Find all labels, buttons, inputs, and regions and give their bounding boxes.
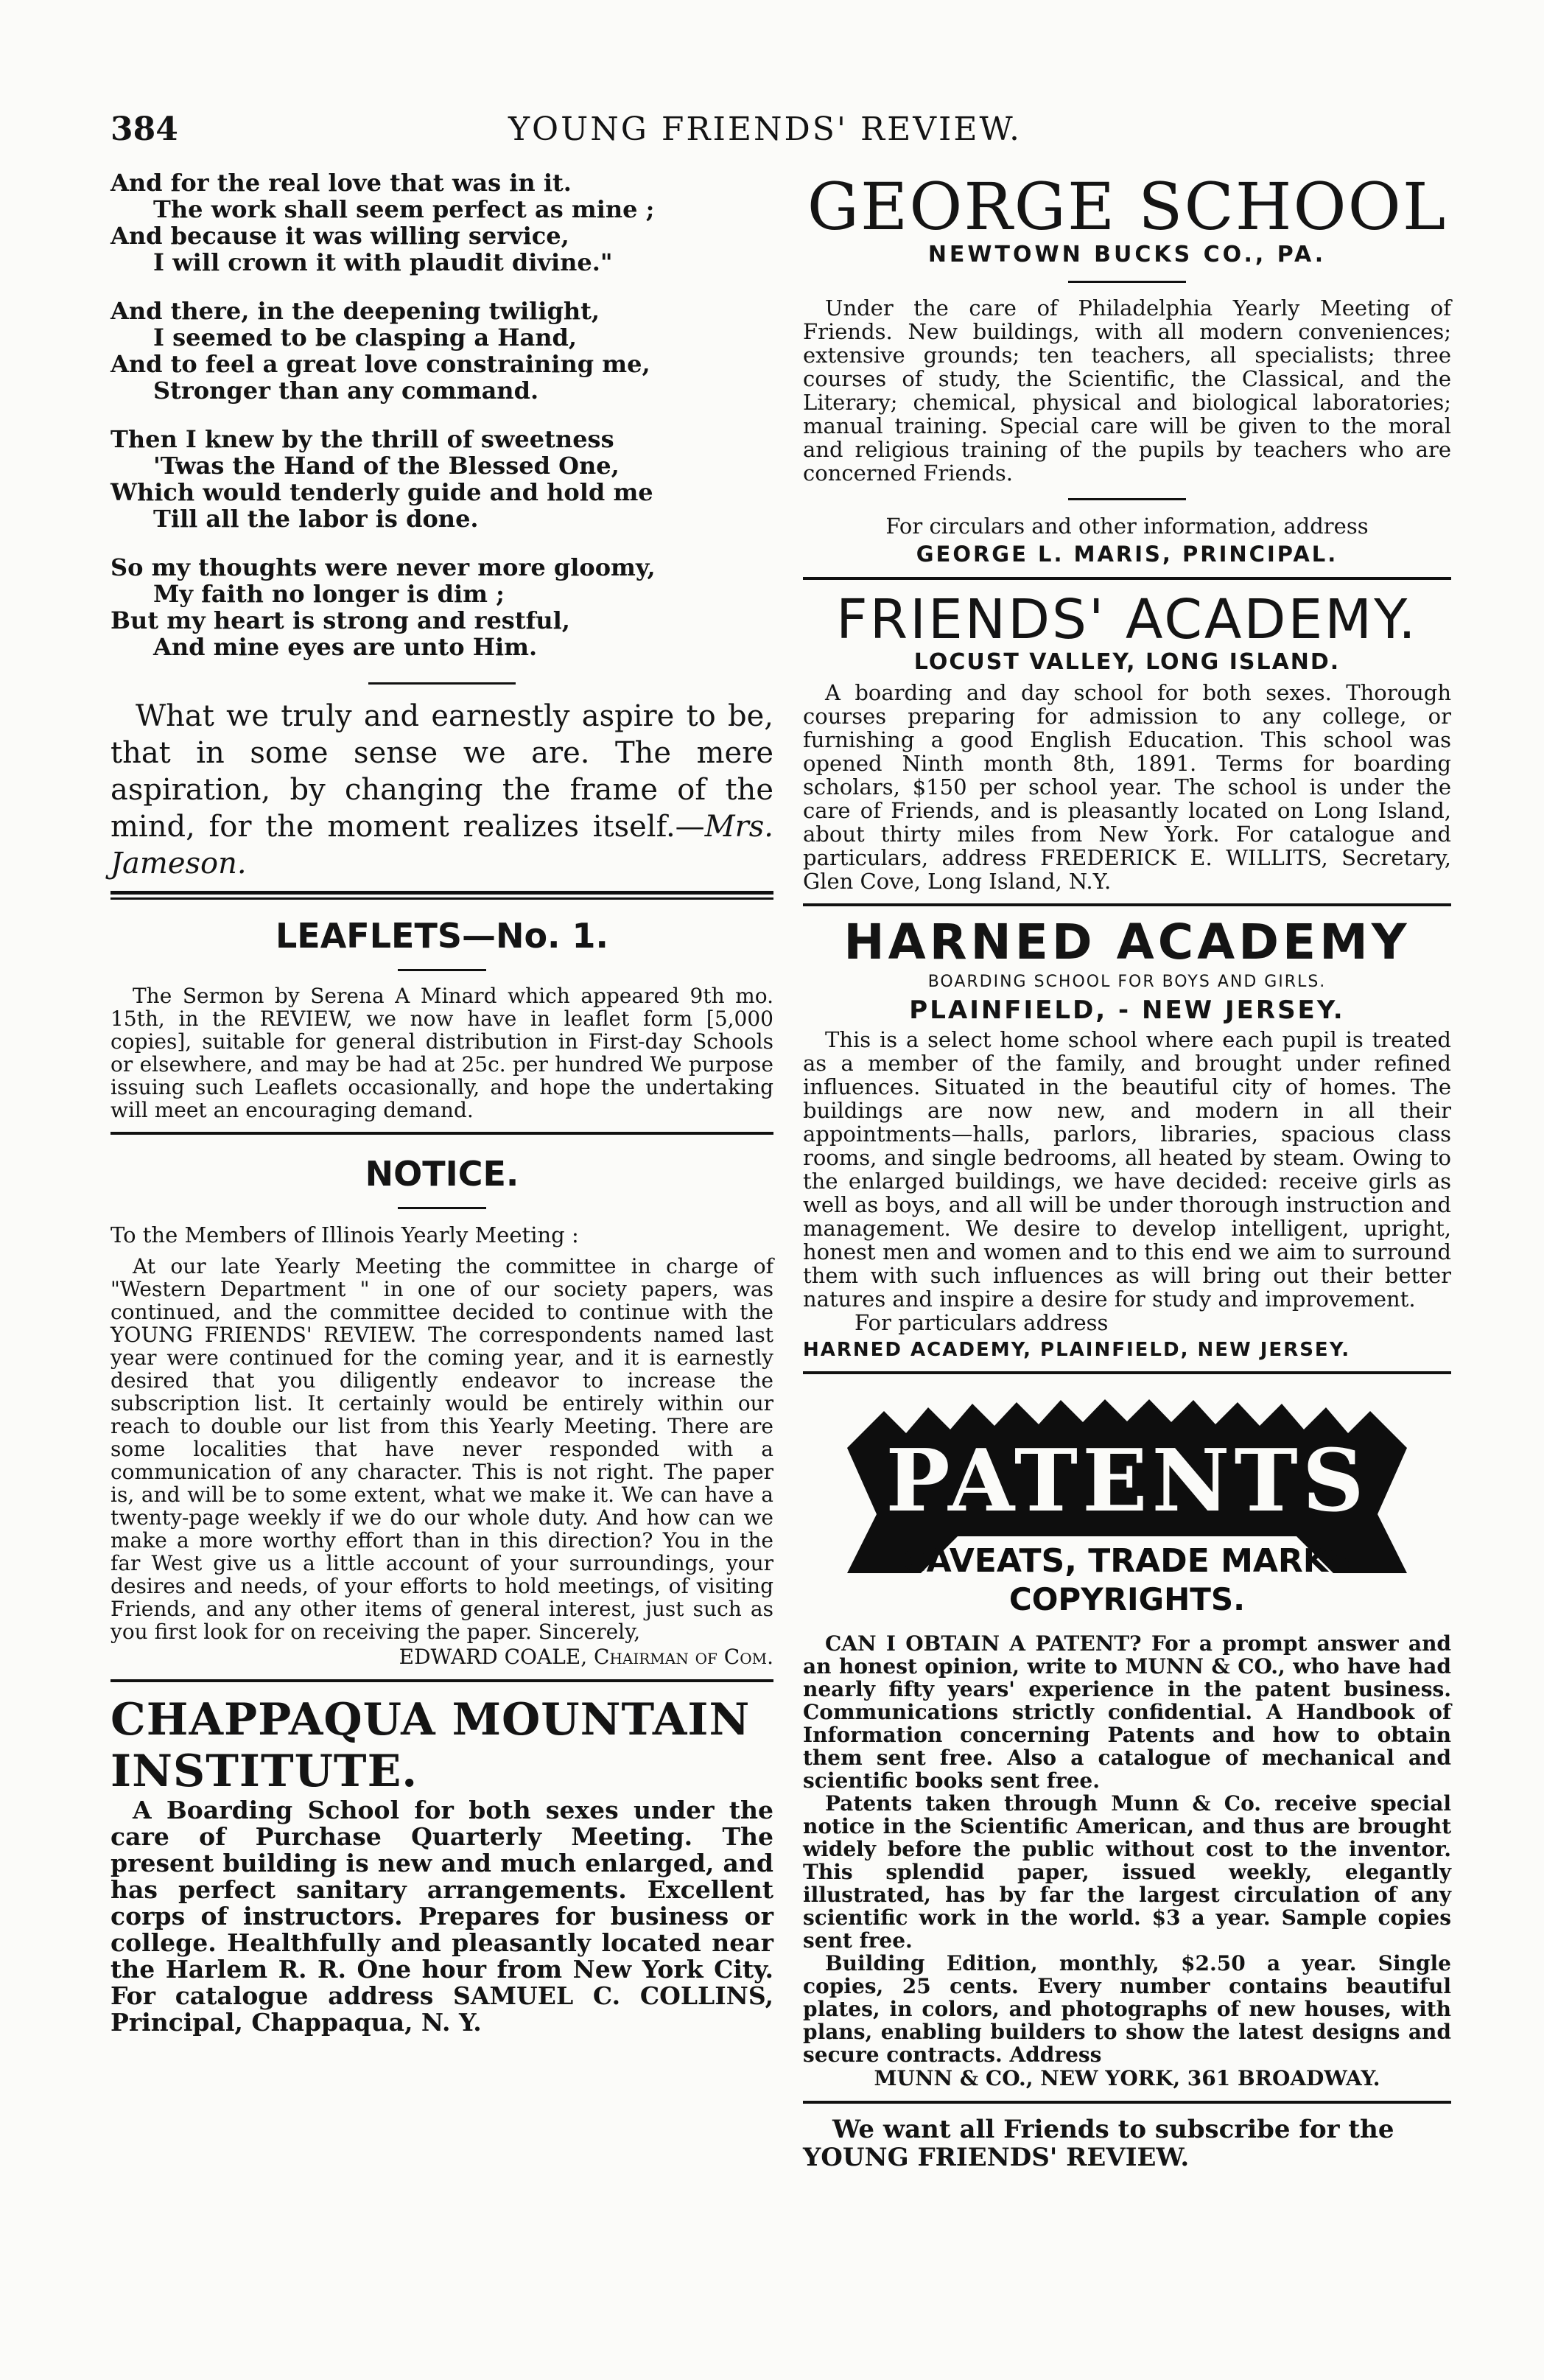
divider	[110, 1132, 773, 1135]
divider	[398, 969, 486, 971]
poem-stanza	[110, 169, 773, 276]
patents-banner-graphic	[818, 1389, 1436, 1632]
george-school-principal: GEORGE L. MARIS, PRINCIPAL.	[916, 542, 1338, 567]
george-school-circulars: For circulars and other information, address	[885, 514, 1369, 539]
poem-line: But my heart is strong and restful,	[110, 606, 570, 634]
divider	[368, 682, 516, 685]
poem-line: I seemed to be clasping a Hand,	[153, 323, 578, 351]
poem-line: And mine eyes are unto Him.	[153, 633, 538, 661]
poem-line: Which would tenderly guide and hold me	[110, 478, 653, 506]
leaflets-heading: LEAFLETS—No. 1.	[275, 916, 609, 956]
poem-line: The work shall seem perfect as mine ;	[153, 195, 655, 223]
divider	[110, 1679, 773, 1682]
patents-body: Patents taken through Munn & Co. receive special notice in the Scientific American, and thus are brought widely before the public without cost to the inventor. This splendid paper, issued weekly, elegantly illustrated, has by far the largest circulation of any scientific work in the world. $3 a year. Sample copies sent free.	[803, 1791, 1451, 1953]
subscribe-notice: We want all Friends to subscribe for the YOUNG FRIENDS' REVIEW.	[803, 2115, 1394, 2172]
leaflets-body: The Sermon by Serena A Minard which appeared 9th mo. 15th, in the REVIEW, we now have in leaflet form [5,000 copies], suitable for general distribution in First-day Schools or elsewhere, and may be had at 25c. per hundred We purpose issuing such Leaflets occasionally, and hope the undertaking will meet an encouraging demand.	[110, 984, 773, 1122]
george-school-body: Under the care of Philadelphia Yearly Meeting of Friends. New buildings, with all modern conveniences; extensive grounds; ten teachers, all specialists; three courses of study, the Scientific, the Classical, and the Literary; chemical, physical and biological laboratories; manual training. Special care will be given to the moral and religious training of the pupils by teachers who are concerned Friends.	[803, 295, 1451, 486]
notice-body: At our late Yearly Meeting the committee in charge of "Western Department " in one of our society papers, was continued, and the committee decided to continue with the YOUNG FRIENDS' REVIEW. The correspondents named last year were continued for the coming year, and it is earnestly desired that you diligently endeavor to increase the subscription list. It certainly would be entirely within our reach to double our list from this Yearly Meeting. There are some localities that have never responded with a communication of any character. This is not right. The paper is, and will be to some extent, what we make it. We can have a twenty-page weekly if we do our whole duty. And how can we make a more worthy effort than in this direction? You in the far West give us a little account of your surroundings, your desires and needs, of your efforts to hold meetings, of visiting Friends, and any other items of general interest, just such as you first look for on receiving the paper. Sincerely,	[110, 1254, 773, 1644]
patents-banner-subtitle: CAVEATS, TRADE MARKS	[902, 1542, 1352, 1580]
quote-text: What we truly and earnestly aspire to be, that in some sense we are. The mere aspiration, by changing the frame of the mind, for the moment realizes itself.—	[110, 699, 773, 844]
patents-banner-copyrights: COPYRIGHTS.	[1008, 1581, 1246, 1617]
friends-academy-body: A boarding and day school for both sexes. Thorough courses preparing for admission to any college, or furnishing a good English Education. This school was opened Ninth month 8th, 1891. Terms for boarding scholars, $150 per school year. The school is under the care of Friends, and is pleasantly located on Long Island, about thirty miles from New York. For catalogue and particulars, address FREDERICK E. WILLITS, Secretary, Glen Cove, Long Island, N.Y.	[803, 680, 1451, 894]
divider	[398, 1207, 486, 1209]
george-school-heading: GEORGE SCHOOL	[807, 169, 1448, 245]
friends-academy-location: LOCUST VALLEY, LONG ISLAND.	[913, 649, 1341, 675]
poem-stanza	[110, 298, 773, 404]
notice-heading: NOTICE.	[365, 1154, 519, 1194]
harned-subheading: BOARDING SCHOOL FOR BOYS AND GIRLS.	[927, 973, 1327, 991]
quote-author: Mrs. Jameson.	[110, 810, 773, 881]
quote	[110, 698, 773, 882]
poem-line: So my thoughts were never more gloomy,	[110, 553, 656, 581]
divider	[803, 1371, 1451, 1374]
divider	[803, 577, 1451, 580]
harned-footer: HARNED ACADEMY, PLAINFIELD, NEW JERSEY.	[803, 1339, 1351, 1361]
poem-line: Till all the labor is done.	[153, 505, 479, 533]
patents-body: CAN I OBTAIN A PATENT? For a prompt answer and an honest opinion, write to MUNN & CO., who have had nearly fifty years' experience in the patent business. Communications strictly confidential. A Handbook of Information concerning Patents and how to obtain them sent free. Also a catalogue of mechanical and scientific books sent free.	[803, 1631, 1451, 1793]
left-column	[110, 169, 773, 2036]
page-number: 384	[110, 111, 178, 148]
divider	[1068, 281, 1186, 283]
harned-place: PLAINFIELD, - NEW JERSEY.	[909, 995, 1345, 1025]
divider-double	[110, 891, 773, 900]
poem	[110, 169, 773, 660]
patents-address: MUNN & CO., NEW YORK, 361 BROADWAY.	[874, 2066, 1380, 2090]
right-column	[803, 169, 1451, 2171]
running-head: YOUNG FRIENDS' REVIEW.	[508, 111, 1022, 148]
chappaqua-body: A Boarding School for both sexes under the care of Purchase Quarterly Meeting. The present building is new and much enlarged, and has perfect sanitary arrangements. Excellent corps of instructors. Prepares for business or college. Healthfully and pleasantly located near the Harlem R. R. One hour from New York City. For catalogue address SAMUEL C. COLLINS, Principal, Chappaqua, N. Y.	[110, 1796, 773, 2037]
friends-academy-heading: FRIENDS' ACADEMY.	[836, 588, 1418, 651]
poem-line: 'Twas the Hand of the Blessed One,	[153, 452, 620, 480]
patents-banner-title: PATENTS	[885, 1431, 1369, 1531]
poem-stanza	[110, 554, 773, 660]
george-school-location: NEWTOWN BUCKS CO., PA.	[927, 242, 1327, 267]
harned-heading: HARNED ACADEMY	[843, 914, 1411, 970]
poem-line: And there, in the deepening twilight,	[110, 297, 600, 325]
notice-signature: EDWARD COALE, Chairman of Com.	[399, 1645, 773, 1669]
poem-line: My faith no longer is dim ;	[153, 580, 505, 608]
poem-line: I will crown it with plaudit divine."	[153, 248, 613, 276]
poem-stanza	[110, 426, 773, 532]
poem-line: And because it was willing service,	[110, 222, 569, 250]
divider	[803, 2101, 1451, 2104]
chappaqua-heading: CHAPPAQUA MOUNTAIN INSTITUTE.	[110, 1694, 751, 1797]
notice-salutation: To the Members of Illinois Yearly Meeting :	[110, 1222, 579, 1247]
divider	[1068, 498, 1186, 500]
harned-body: This is a select home school where each pupil is treated as a member of the family, and brought under refined influences. Situated in the beautiful city of homes. The buildings are now new, and modern in all their appointments—halls, parlors, libraries, spacious class rooms, and single bedrooms, all heated by steam. Owing to the enlarged buildings, we have decided: receive girls as well as boys, and all will be under thorough instruction and management. We desire to develop intelligent, upright, honest men and women and to this end we aim to surround them with such influences as will bring out their better natures and inspire a desire for study and improvement.	[803, 1027, 1451, 1312]
poem-line: Stronger than any command.	[153, 377, 539, 405]
poem-line: Then I knew by the thrill of sweetness	[110, 425, 614, 453]
harned-particulars: For particulars address	[855, 1310, 1109, 1335]
page-header	[110, 111, 1473, 155]
patents-body: Building Edition, monthly, $2.50 a year. Single copies, 25 cents. Every number contains beautiful plates, in colors, and photographs of new houses, with plans, enabling builders to show the latest designs and secure contracts. Address	[803, 1951, 1451, 2067]
poem-line: And to feel a great love constraining me,	[110, 350, 650, 378]
divider	[803, 903, 1451, 906]
poem-line: And for the real love that was in it.	[110, 169, 572, 197]
